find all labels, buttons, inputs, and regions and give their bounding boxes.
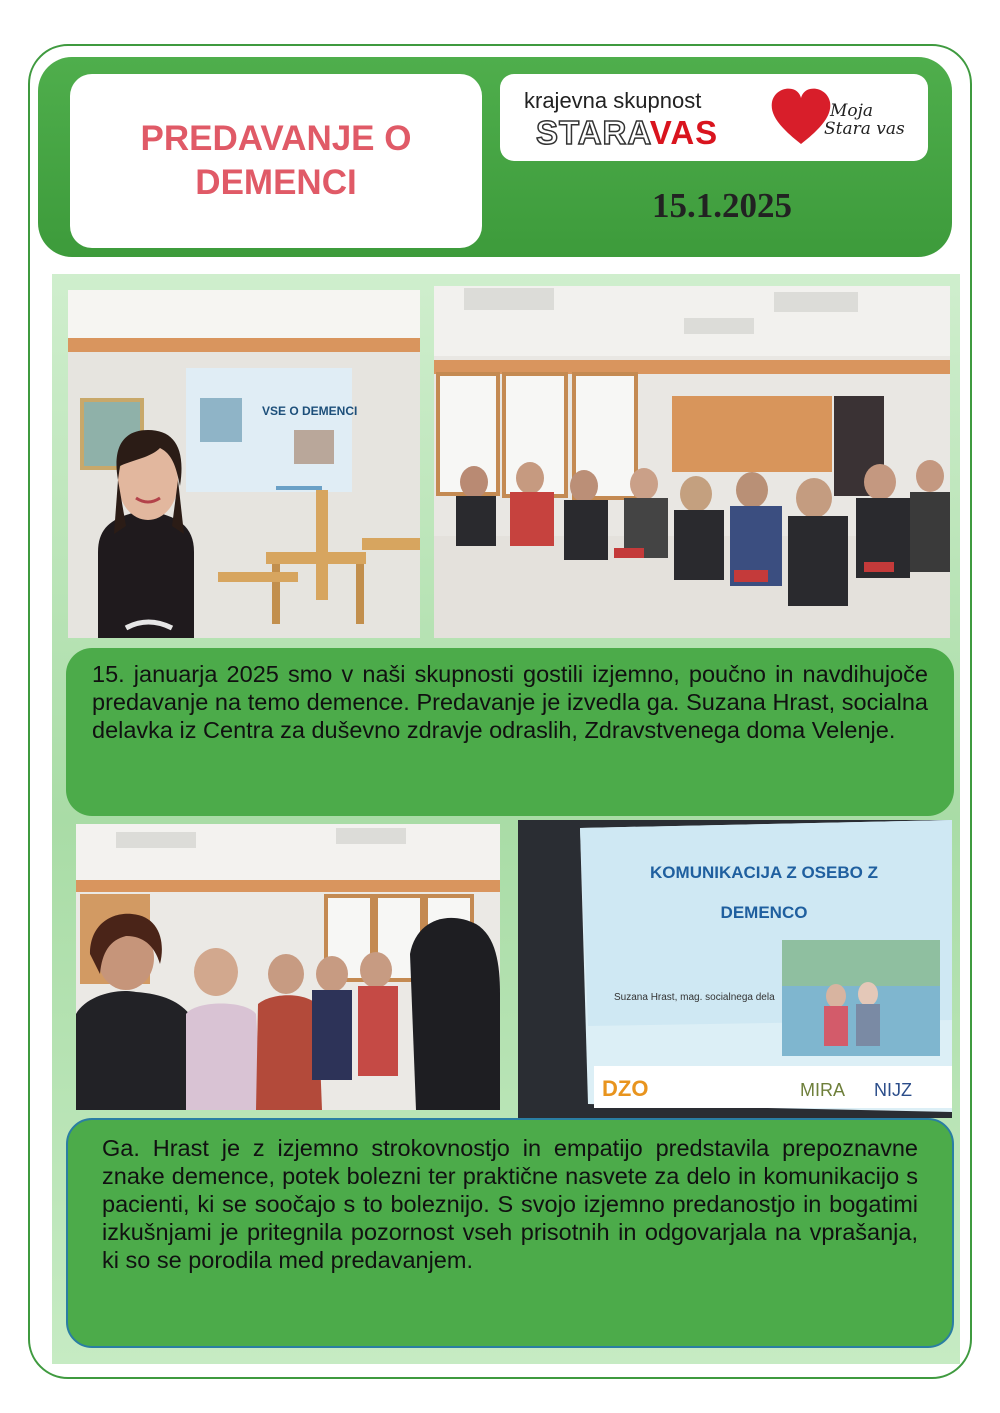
logo-tagline-line1: Moja xyxy=(830,101,874,121)
logo-subtitle: krajevna skupnost xyxy=(524,88,702,113)
photo-slide xyxy=(518,820,952,1118)
paragraph-box-1 xyxy=(66,648,954,816)
paragraph-1: 15. januarja 2025 smo v naši skupnosti gostili izjemno, poučno in navdihujoče predavanje na temo demence. Predavanje je izvedla ga. Suzana Hrast, socialna delavka iz Centra za duševno zdravje odraslih, Zdravstvenega doma Velenje. xyxy=(92,661,928,743)
event-date: 15.1.2025 xyxy=(652,186,792,225)
photo-audience-wide-image xyxy=(434,286,950,638)
slide-presenter: Suzana Hrast, mag. socialnega dela xyxy=(614,992,775,1003)
slide-title-1: VSE O DEMENCI xyxy=(262,404,358,418)
paragraph-2: Ga. Hrast je z izjemno strokovnostjo in empatijo predstavila prepoznavne znake demence, potek bolezni ter praktične nasvete za delo in komunikacijo s pacienti, ki se soočajo s to boleznijo. S svojo izjemno predanostjo in bogatimi izkušnjami je pritegnila pozornost vseh prisotnih in odgovarjala na vprašanja, ki so se porodila med predavanjem. xyxy=(102,1135,918,1273)
slide-logo-dzo: DZO xyxy=(602,1076,649,1101)
slide-title-line1: KOMUNIKACIJA Z OSEBO Z xyxy=(650,863,878,882)
logo-tagline xyxy=(824,102,905,138)
slide-logo-mira: MIRA xyxy=(800,1080,845,1100)
logo-name-vas: VAS xyxy=(649,114,719,151)
photo-audience-close xyxy=(76,824,500,1110)
logo-tagline-line2: Stara vas xyxy=(824,119,905,139)
slide-logo-nijz: NIJZ xyxy=(874,1080,912,1100)
photo-slide-image xyxy=(518,820,952,1118)
photo-audience-close-image xyxy=(76,824,500,1110)
photo-audience-wide xyxy=(434,286,950,638)
slide-title-line2: DEMENCO xyxy=(720,903,808,922)
title-box xyxy=(70,74,482,248)
page-title: PREDAVANJE O DEMENCI xyxy=(140,119,412,202)
logo xyxy=(500,74,928,161)
paragraph-box-2 xyxy=(66,1118,954,1348)
logo-name xyxy=(536,114,718,152)
photo-presenter-image xyxy=(68,290,420,638)
logo-name-stara: STARA xyxy=(536,114,650,151)
photo-presenter xyxy=(68,290,420,638)
